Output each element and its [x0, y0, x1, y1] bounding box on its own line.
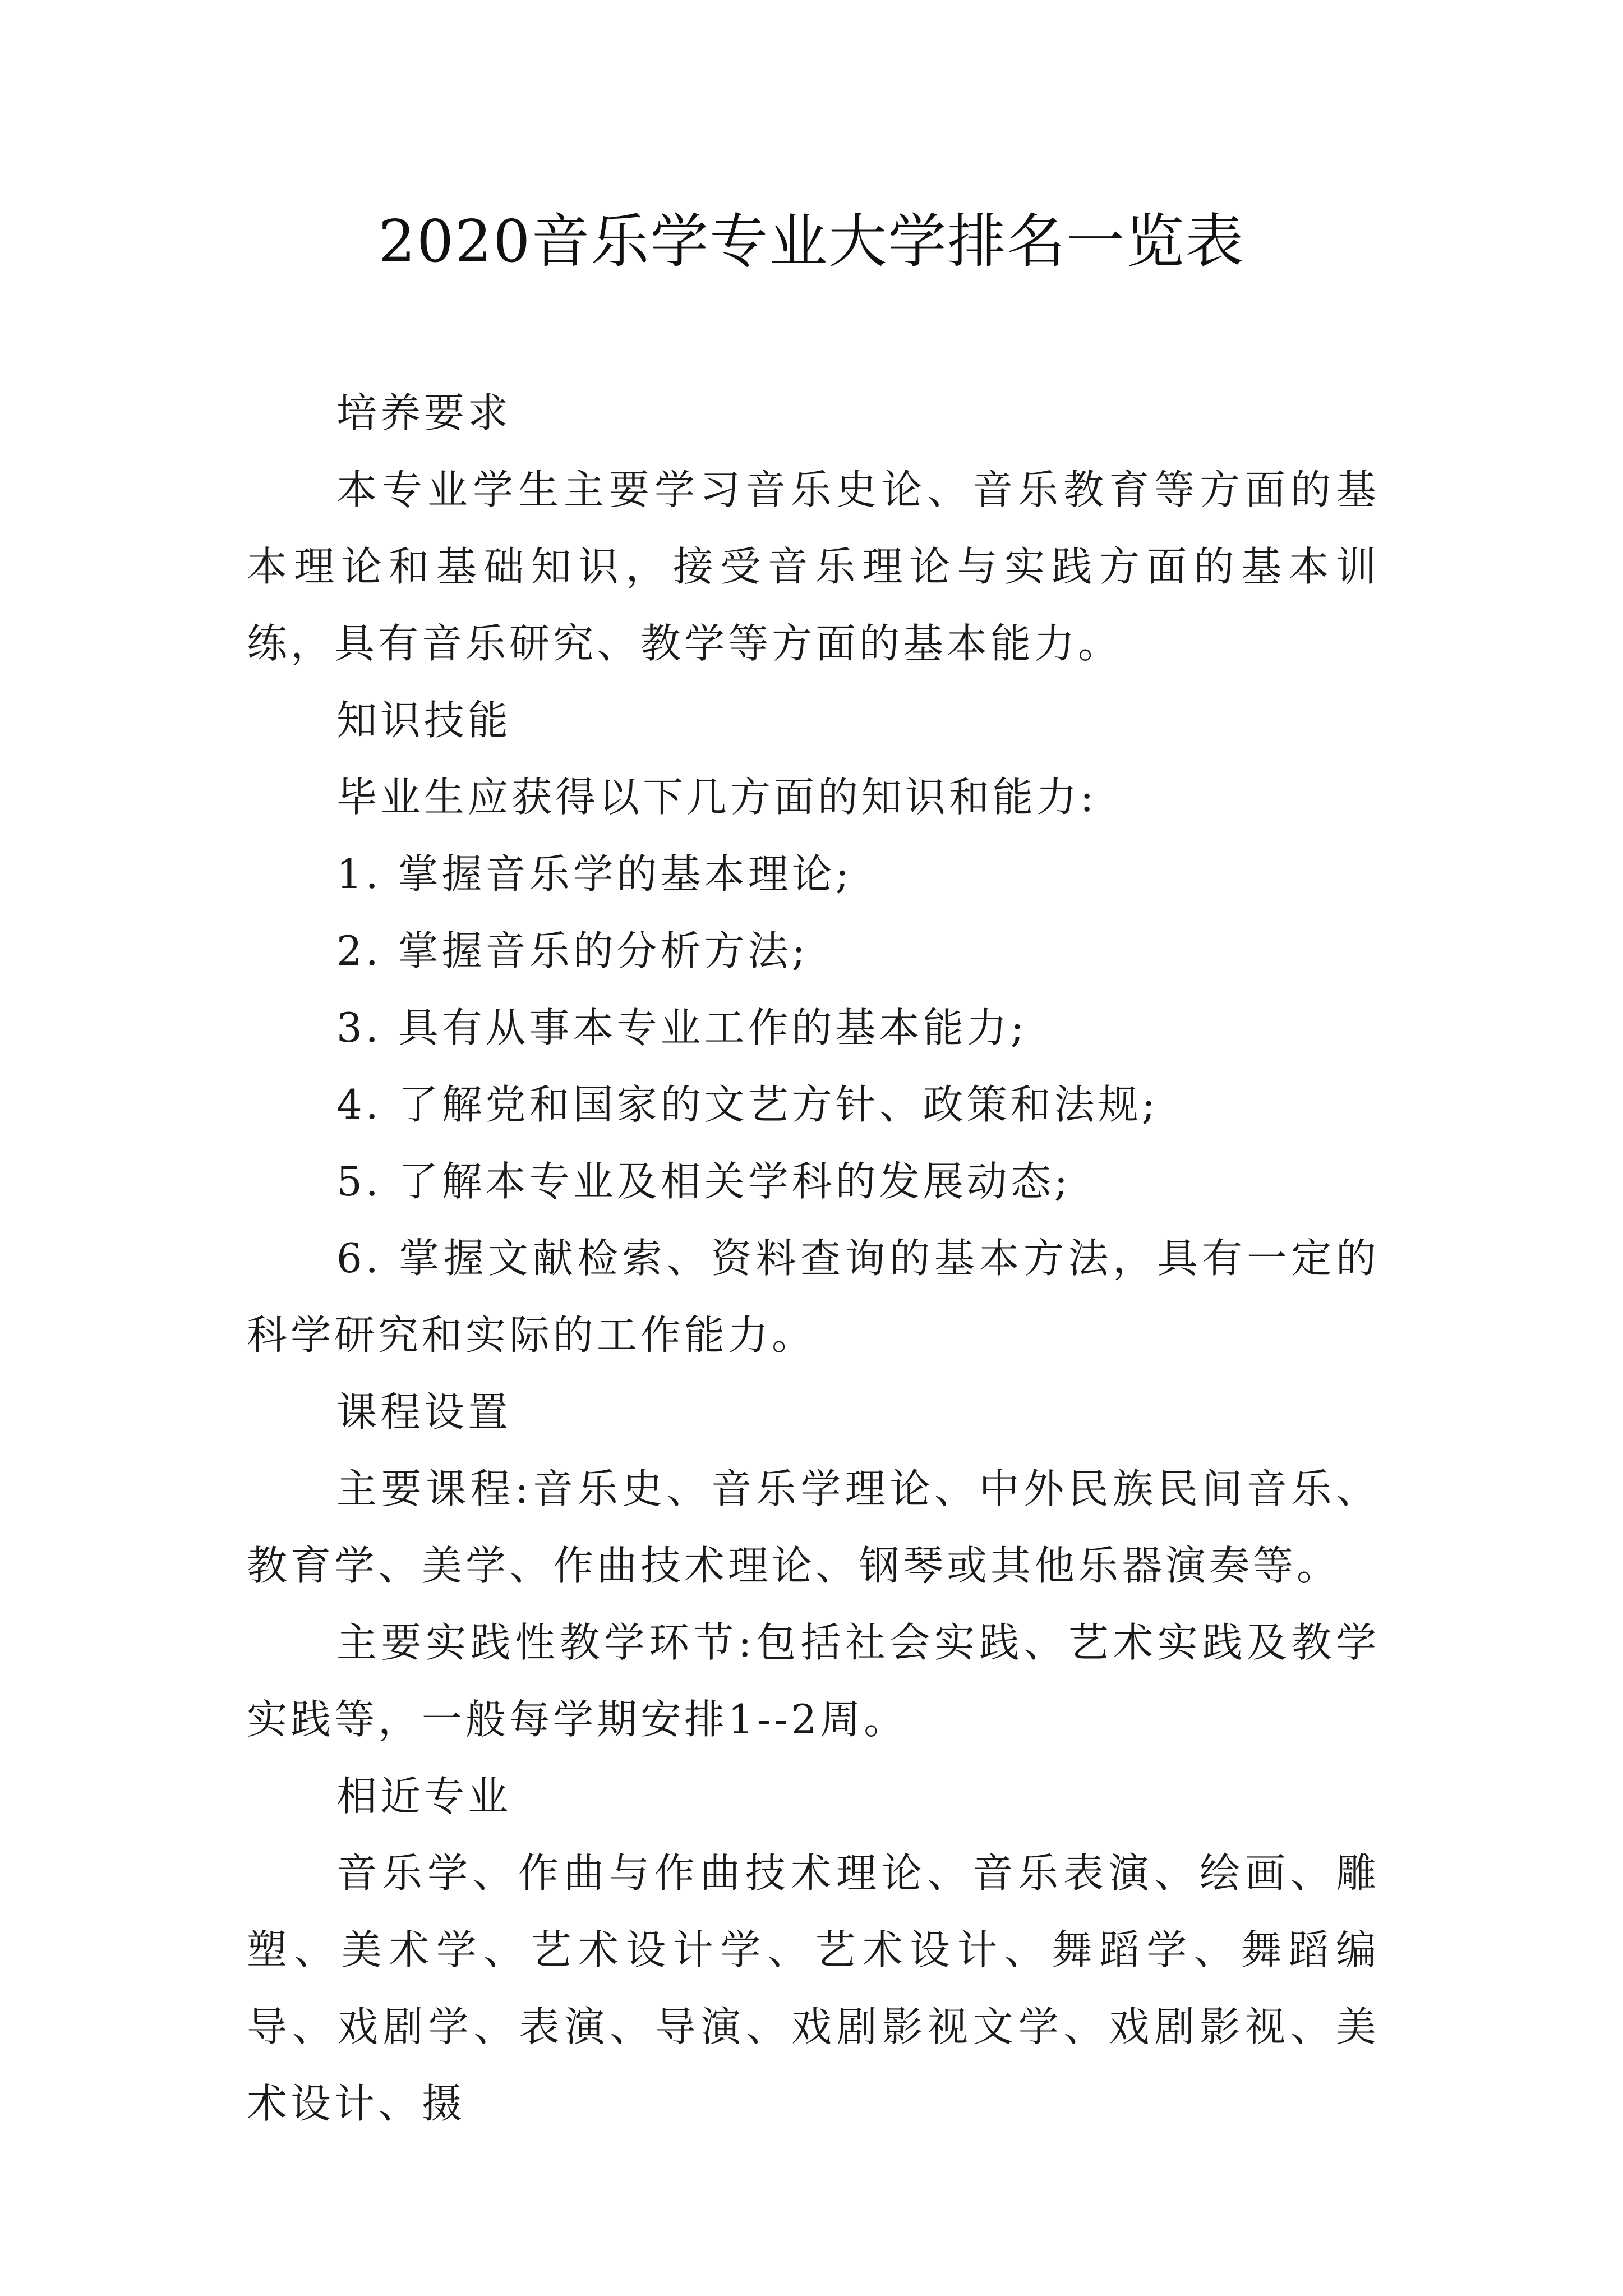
paragraph-main-courses: 主要课程:音乐史、音乐学理论、中外民族民间音乐、教育学、美学、作曲技术理论、钢琴或其他乐器演奏等。: [247, 1465, 1380, 1589]
paragraph-training-requirements: 本专业学生主要学习音乐史论、音乐教育等方面的基本理论和基础知识，接受音乐理论与实践方面的基本训练，具有音乐研究、教学等方面的基本能力。: [247, 466, 1380, 667]
section-heading-knowledge-skills: 知识技能: [336, 697, 512, 744]
document-body: [247, 375, 1380, 2142]
section-heading-training-requirements: 培养要求: [336, 389, 512, 436]
list-item-5: 5. 了解本专业及相关学科的发展动态;: [336, 1158, 1071, 1205]
section-heading-related-majors: 相近专业: [336, 1773, 512, 1820]
list-item-6: 6. 掌握文献检索、资料查询的基本方法，具有一定的科学研究和实际的工作能力。: [247, 1235, 1380, 1359]
list-item-2: 2. 掌握音乐的分析方法;: [336, 927, 809, 974]
paragraph-related-majors: 音乐学、作曲与作曲技术理论、音乐表演、绘画、雕塑、美术学、艺术设计学、艺术设计、舞蹈学、舞蹈编导、戏剧学、表演、导演、戏剧影视文学、戏剧影视、美术设计、摄: [247, 1849, 1380, 2127]
list-item-4: 4. 了解党和国家的文艺方针、政策和法规;: [336, 1081, 1159, 1128]
list-item-3: 3. 具有从事本专业工作的基本能力;: [336, 1004, 1027, 1051]
document-title: 2020音乐学专业大学排名一览表: [378, 207, 1245, 275]
paragraph-skills-intro: 毕业生应获得以下几方面的知识和能力:: [336, 774, 1098, 821]
list-item-1: 1. 掌握音乐学的基本理论;: [336, 850, 852, 898]
paragraph-practice: 主要实践性教学环节:包括社会实践、艺术实践及教学实践等，一般每学期安排1--2周。: [247, 1619, 1380, 1743]
section-heading-curriculum: 课程设置: [336, 1388, 512, 1435]
